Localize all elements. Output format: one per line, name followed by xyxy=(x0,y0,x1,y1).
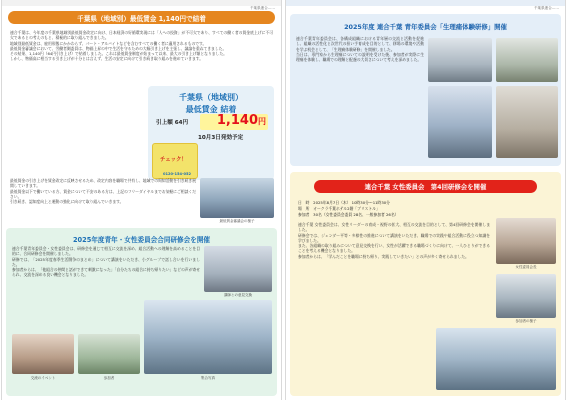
feature-title-line2: 最低賃金 結着 xyxy=(185,105,237,114)
minimum-wage-body-left xyxy=(10,90,148,174)
youth-photo-4 xyxy=(496,86,558,158)
left-page xyxy=(2,0,281,400)
women-committee-title: 連合千葉 女性委員会 第4回研修会を開催 xyxy=(364,183,487,191)
feature-title-line1: 千葉県（地域別） xyxy=(179,93,243,102)
joint-training-title: 2025年度青年・女性委員会合同研修会を開催 xyxy=(72,236,211,244)
minimum-wage-photo-caption: 最低賃金審議会の様子 xyxy=(219,219,255,223)
youth-photo-2 xyxy=(496,38,558,82)
left-page-header: 千葉県連合…… xyxy=(249,6,275,10)
joint-training-caption-b: 交流のイベント xyxy=(30,376,56,380)
women-speaker-photo xyxy=(496,218,556,264)
joint-training-caption-a: 講師との意見交換 xyxy=(224,293,252,297)
feature-amount-unit: 円 xyxy=(258,117,266,126)
youth-photo-1 xyxy=(428,38,492,82)
women-group-photo xyxy=(436,328,556,390)
feature-amount-value: 1,140 xyxy=(216,113,258,128)
joint-training-photo-participants xyxy=(78,334,140,374)
right-page-header: 千葉県連合…… xyxy=(533,6,559,10)
left-top-band xyxy=(2,0,281,6)
minimum-wage-title: 千葉県（地域別）最低賃金 1,140円で結着 xyxy=(77,14,206,23)
right-page xyxy=(286,0,565,400)
feature-rate-label: 引上額 64円 xyxy=(156,120,189,126)
joint-training-caption-d: 集合写真 xyxy=(201,376,215,380)
right-top-band xyxy=(286,0,565,6)
joint-training-photo-group xyxy=(144,300,272,374)
women-info-place: 場 所 オークラ千葉ホテル2階「ブリストル」 xyxy=(298,206,380,211)
feature-amount xyxy=(202,113,266,128)
women-scene-caption: 参加者の様子 xyxy=(515,319,537,323)
women-committee-banner xyxy=(314,180,537,193)
women-info-people: 参加者 30名（女性委員会委員 28名、一般参加者 26名） xyxy=(298,212,399,217)
minimum-wage-second-text: 最低賃金の引き上げを賃金改定に反映させるため、改定内容を職場で共有し、地域での周知活動を引き続き展開していきます。 最低賃金以下で働いている方、賃金について不安のある方は、上記のフリーダイヤルまでお気軽にご相談ください。 引き続き、認知度向上と運動の強化に向けて取り組んでいきます。 xyxy=(10,178,196,205)
joint-training-photo-lecture xyxy=(204,246,272,292)
minimum-wage-lead-text: 連合千葉は、今年度の千葉県地域別最低賃金改定に向け、日本経済の好循環実現には「人への投資」が不可欠であり、すべての働く者の賃金底上げに不可欠であるとの考えのもと、積極的に取り組んできました。 地域別最低賃金は、雇用形態にかかわらず、パート・アルバイトなどを含むすべての働く者に適用されるものです。 最低賃金審議会において、労働者側委員は、物価上昇の中で生活を守るための大幅引き上げを主張し、議論を重ねてきました。 その結果、1,140円（64円引き上げ）で結着しました。これは最低賃金制度が始まって以来、最大の引き上げ額となりました。 しかし、物価高に相当する引き上げが十分とは言えず、生活の安定に向けて引き続き取り組みを進めていきます。 xyxy=(10,30,273,62)
minimum-wage-banner xyxy=(8,11,275,24)
youth-photo-3 xyxy=(428,86,492,158)
women-committee-text: 連合千葉 女性委員会は、女性リーダーの育成・視野の拡大、相互の交流を目的として、第4回研修会を開催しました。 研修会では、ジェンダー平等・多様性の推進について講演をいただき、職場での実践や組合活動に役立つ知識を学びました。 また、各組織の取り組みについて意見交換を行い、女性が活躍できる職場づくりに向けて、一人ひとりができることを考える機会となりました。 参加者からは、「学んだことを職場に持ち帰り、実践していきたい」との声が多く寄せられました。 xyxy=(298,222,490,259)
women-info-date: 日 時 2025年8月7日（木） 10時30分〜11時30分 xyxy=(298,200,390,205)
joint-training-text: 連合千葉青年委員会・女性委員会は、研修会を通じて相互に交流を深め、組合活動への理解を高めることを目的に、合同研修会を開催しました。 研修では、「2025年度春季生活闘争のまとめ」について講演をいただき、小グループで話し合いを行いました。 参加者からは、「他組合の仲間と話ができて刺激になった」「自分たちの組合に持ち帰りたい」などの声が寄せられ、交流を深める良い機会となりました。 xyxy=(12,246,200,278)
joint-training-caption-c: 参加者 xyxy=(103,376,115,380)
women-scene-photo xyxy=(496,274,556,318)
joint-training-photo-event xyxy=(12,334,74,374)
youth-title: 2025年度 連合千葉 青年委員会「生理痛体験研修」開催 xyxy=(344,23,507,31)
feature-effective-date: 10月3日発効予定 xyxy=(198,135,244,141)
hotline-number: 0120-154-052 xyxy=(163,172,191,176)
youth-text: 連合千葉青年委員会は、各構成組織における青年層の交流と活動を促進し、組織の活性化と次世代の担い手育成を目的として、移場の環境や活動を学ぶ机会として、「生理痛体験研修」を開催しました。 当日は、専門家から生理痛についての説明を受けた後、参加者が実際に生理痛を体験し、職場での理解と配慮の大切さについて考えを深めました。 xyxy=(296,36,424,63)
minimum-wage-photo xyxy=(200,178,274,218)
women-speaker-caption: 女性委員会長 xyxy=(515,265,537,269)
check-badge: チェック！ xyxy=(160,157,187,163)
